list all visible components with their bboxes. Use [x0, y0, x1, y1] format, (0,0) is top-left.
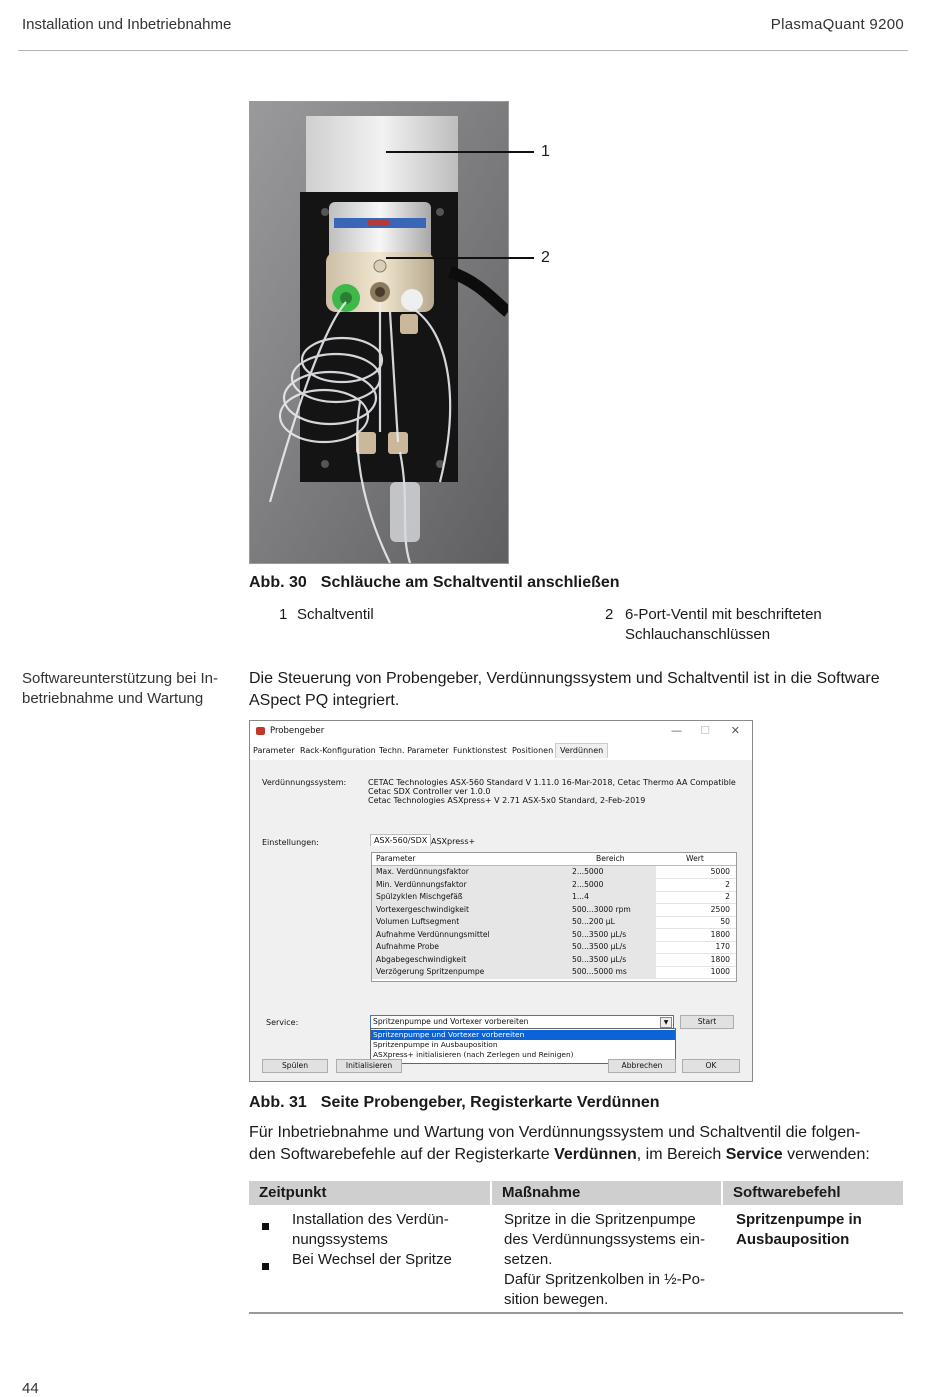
window-title: Probengeber [270, 726, 325, 736]
settings-label: Einstellungen: [262, 838, 319, 847]
grid-cell-parameter: Max. Verdünnungsfaktor [376, 867, 469, 876]
chevron-down-icon[interactable]: ▼ [660, 1017, 672, 1028]
close-icon[interactable]: ✕ [730, 724, 740, 737]
intro-line1: Die Steuerung von Probengeber, Verdünnungssystem und Schaltventil ist in die Software [249, 670, 880, 687]
cancel-button[interactable]: Abbrechen [608, 1059, 676, 1073]
grid-cell-range: 2...5000 [572, 879, 604, 889]
switching-valve-photo [249, 101, 509, 564]
window-titlebar [250, 721, 752, 741]
grid-cell-parameter: Vortexergeschwindigkeit [376, 904, 470, 914]
maximize-icon[interactable]: ☐ [700, 724, 710, 737]
service-paragraph-line2 [249, 1144, 909, 1166]
grid-cell-parameter: Aufnahme Probe [376, 942, 439, 951]
measure-line: setzen. [504, 1251, 553, 1268]
grid-cell-parameter: Min. Verdünnungsfaktor [376, 879, 467, 889]
grid-row[interactable] [372, 941, 736, 954]
margin-note [22, 669, 232, 709]
grid-cell-range: 500...3000 rpm [572, 904, 631, 914]
service-label: Service: [266, 1018, 299, 1027]
figure-30-caption [249, 574, 620, 592]
legend-item-2-text-line1: 6-Port-Ventil mit beschrifteten [625, 606, 822, 623]
margin-note-line1: Softwareunterstützung bei In- [22, 670, 218, 687]
timing-item-1-line2: nungssystems [292, 1231, 388, 1248]
running-header-product: PlasmaQuant 9200 [770, 16, 904, 33]
intro-line2: ASpect PQ integriert. [249, 692, 400, 709]
grid-cell-range: 50...3500 µL/s [572, 954, 627, 964]
settings-tabbar [370, 834, 736, 850]
legend-item-2-number: 2 [605, 606, 614, 623]
grid-row[interactable] [372, 954, 736, 967]
paragraph-text: verwenden: [782, 1146, 870, 1163]
dilution-system-line3: Cetac Technologies ASXpress+ V 2.71 ASX-5x0 Standard, 2-Feb-2019 [368, 796, 646, 805]
tab-technical-parameter[interactable]: Techn. Parameter [379, 746, 449, 755]
minimize-icon[interactable]: — [671, 724, 682, 737]
grid-cell-range: 1...4 [572, 892, 589, 901]
tab-function-test[interactable]: Funktionstest [453, 746, 507, 755]
grid-cell-parameter: Abgabegeschwindigkeit [376, 954, 467, 964]
tab-positions[interactable]: Positionen [512, 746, 554, 755]
measure-line: Dafür Spritzenkolben in ½-Po- [504, 1271, 705, 1288]
probengeber-window-screenshot [249, 720, 753, 1082]
grid-cell-value: 1800 [710, 929, 730, 939]
grid-cell-parameter: Verzögerung Spritzenpumpe [376, 967, 485, 976]
grid-cell-range: 2...5000 [572, 867, 604, 876]
tab-asx560-sdx[interactable]: ASX-560/SDX [370, 834, 431, 846]
figure-30-label: Abb. 30 [249, 574, 307, 591]
service-paragraph-line1: Für Inbetriebnahme und Wartung von Verdünnungssystem und Schaltventil die folgen- [249, 1124, 861, 1141]
grid-row[interactable] [372, 891, 736, 904]
header-divider [18, 50, 908, 51]
service-select-value: Spritzenpumpe und Vortexer vorbereiten [373, 1017, 529, 1026]
dilution-system-line2: Cetac SDX Controller ver 1.0.0 [368, 787, 491, 796]
dilution-system-label: Verdünnungssystem: [262, 778, 347, 787]
measure-line: des Verdünnungssystems ein- [504, 1231, 705, 1248]
app-icon [256, 727, 265, 735]
measure-cell [504, 1210, 705, 1310]
grid-cell-range: 50...3500 µL/s [572, 942, 627, 951]
list-item [292, 1210, 449, 1250]
grid-cell-range: 500...5000 ms [572, 967, 627, 976]
grid-cell-value: 5000 [710, 867, 730, 876]
figure-31-label: Abb. 31 [249, 1094, 307, 1111]
service-select[interactable] [370, 1015, 674, 1029]
bullet-icon [262, 1217, 269, 1235]
command-line: Ausbauposition [736, 1231, 850, 1248]
grid-cell-value: 50 [720, 917, 730, 926]
service-option-prepare[interactable]: Spritzenpumpe und Vortexer vorbereiten [371, 1030, 675, 1040]
grid-cell-parameter: Aufnahme Verdünnungsmittel [376, 929, 490, 939]
figure-31-caption [249, 1094, 660, 1112]
command-line: Spritzenpumpe in [736, 1211, 862, 1228]
grid-cell-value: 170 [715, 942, 730, 951]
callout-number-2: 2 [541, 249, 550, 266]
grid-row[interactable] [372, 904, 736, 917]
grid-cell-value: 2500 [710, 904, 730, 914]
service-paragraph [249, 1122, 909, 1166]
grid-row[interactable] [372, 866, 736, 879]
command-cell [736, 1210, 862, 1250]
grid-cell-value: 1000 [710, 967, 730, 976]
table-header-command: Softwarebefehl [723, 1181, 903, 1205]
rinse-button[interactable]: Spülen [262, 1059, 328, 1073]
page-number: 44 [22, 1380, 39, 1397]
grid-cell-range: 50...200 µL [572, 917, 615, 926]
dilution-system-line1: CETAC Technologies ASX-560 Standard V 1.11.0 16-Mar-2018, Cetac Thermo AA Compatible [368, 778, 736, 787]
grid-header-range: Bereich [596, 854, 625, 863]
timing-item-2-line1: Bei Wechsel der Spritze [292, 1251, 452, 1268]
grid-header-parameter: Parameter [376, 854, 416, 863]
measure-line: sition bewegen. [504, 1291, 609, 1308]
service-option-initialize-asxpress[interactable]: ASXpress+ initialisieren (nach Zerlegen und Reinigen) [373, 1050, 574, 1059]
tab-parameter[interactable]: Parameter [253, 746, 295, 755]
legend-item-2-text-line2: Schlauchanschlüssen [625, 626, 771, 643]
measure-line: Spritze in die Spritzenpumpe [504, 1211, 696, 1228]
legend-item-1-number: 1 [279, 606, 288, 623]
window-tabbar [250, 743, 752, 761]
grid-cell-parameter: Spülzyklen Mischgefäß [376, 892, 463, 901]
grid-cell-range: 50...3500 µL/s [572, 929, 627, 939]
tab-dilution[interactable]: Verdünnen [555, 743, 608, 758]
grid-row[interactable] [372, 966, 736, 979]
grid-cell-parameter: Volumen Luftsegment [376, 917, 460, 926]
grid-cell-value: 2 [725, 879, 730, 889]
tab-asxpress[interactable]: ASXpress+ [431, 837, 476, 846]
start-button[interactable]: Start [680, 1015, 734, 1029]
intro-paragraph [249, 668, 880, 712]
grid-row[interactable] [372, 916, 736, 929]
grid-cell-value: 2 [725, 892, 730, 901]
callout-number-1: 1 [541, 143, 550, 160]
settings-grid [371, 852, 737, 982]
table-header-measure: Maßnahme [492, 1181, 721, 1205]
bullet-icon [262, 1257, 269, 1275]
legend-item-1-text: Schaltventil [297, 606, 374, 623]
dilution-panel [250, 760, 752, 1081]
tab-rack-configuration[interactable]: Rack-Konfiguration [300, 746, 376, 755]
list-item [292, 1250, 452, 1270]
timing-item-1-line1: Installation des Verdün- [292, 1211, 449, 1228]
initialize-button[interactable]: Initialisieren [336, 1059, 402, 1073]
paragraph-text: den Softwarebefehle auf der Registerkarte [249, 1146, 555, 1163]
paragraph-text: , im Bereich [636, 1146, 726, 1163]
grid-row[interactable] [372, 929, 736, 942]
callout-leader-1 [386, 151, 534, 153]
ok-button[interactable]: OK [682, 1059, 740, 1073]
grid-header-value: Wert [686, 854, 704, 863]
service-option-removal-position[interactable]: Spritzenpumpe in Ausbauposition [373, 1040, 498, 1049]
paragraph-tab-name: Verdünnen [554, 1146, 637, 1163]
grid-row[interactable] [372, 879, 736, 892]
figure-30-title: Schläuche am Schaltventil anschließen [320, 574, 620, 591]
callout-leader-2 [386, 257, 534, 259]
margin-note-line2: betriebnahme und Wartung [22, 690, 204, 707]
grid-header-row [372, 853, 736, 866]
grid-cell-value: 1800 [710, 954, 730, 964]
paragraph-area-name: Service [725, 1146, 783, 1163]
table-bottom-rule [249, 1312, 903, 1314]
figure-31-title: Seite Probengeber, Registerkarte Verdünnen [320, 1094, 660, 1111]
table-header-timing: Zeitpunkt [249, 1181, 490, 1205]
running-header-title: Installation und Inbetriebnahme [22, 16, 232, 33]
